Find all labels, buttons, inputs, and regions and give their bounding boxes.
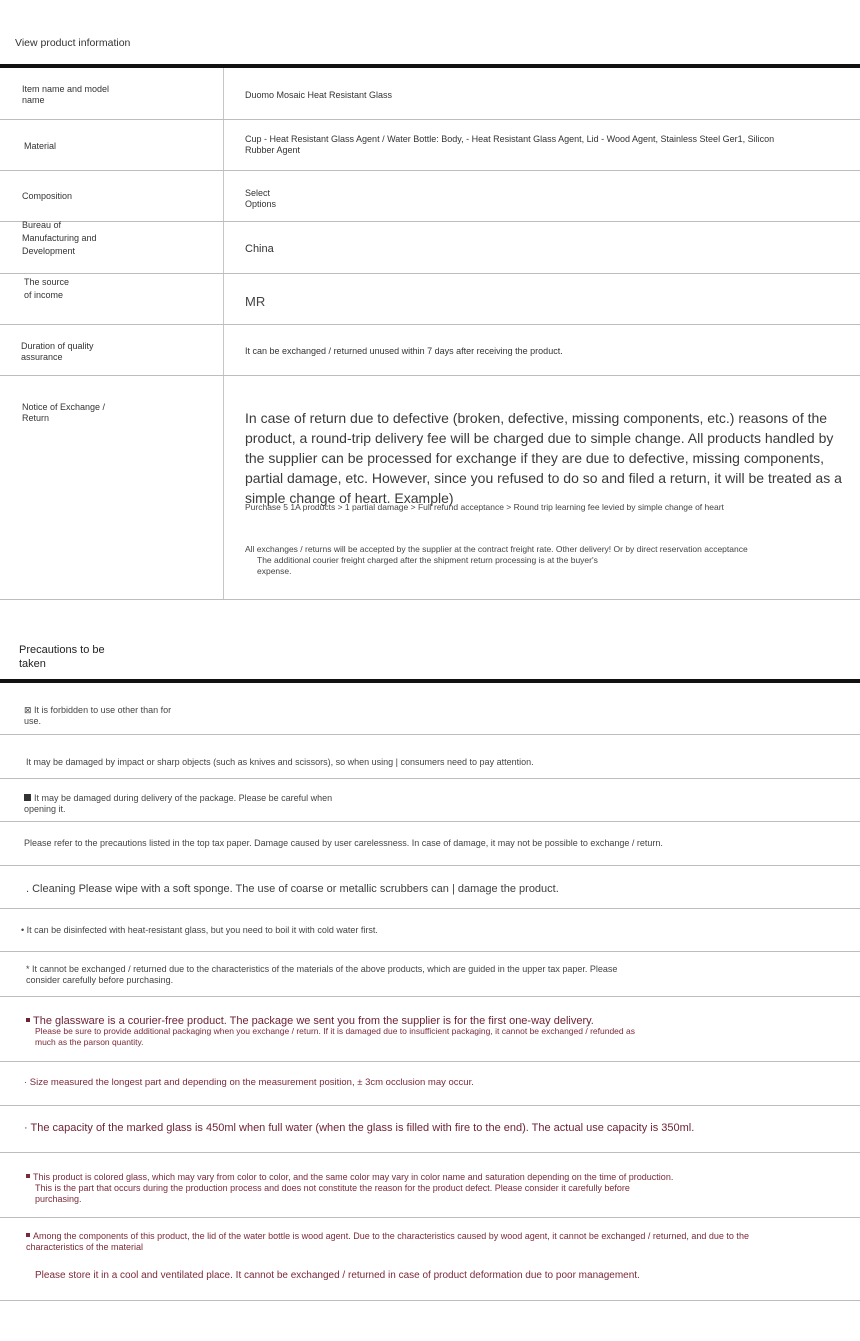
product-info-heading: View product information	[15, 37, 131, 49]
precaution-item: • It can be disinfected with heat-resistant glass, but you need to boil it with cold water first.	[21, 925, 378, 935]
precaution-subtext: This is the part that occurs during the production process and does not constitute the reason for the product defect. Please consider it carefully before purchasing.	[35, 1183, 630, 1204]
label-material: Material	[24, 141, 57, 151]
precaution-subtext: Please be sure to provide additional packaging when you exchange / return. If it is damaged due to insufficient packaging, it cannot be exchanged / refunded as much as the parson quantity.	[35, 1026, 635, 1047]
precaution-item: · The capacity of the marked glass is 450ml when full water (when the glass is filled with fire to the end). The actual use capacity is 350ml.	[24, 1122, 695, 1134]
label-source-of-income: The source of income	[24, 277, 70, 300]
row-divider	[0, 375, 860, 376]
square-bullet-icon	[24, 794, 31, 801]
label-exchange-notice: Notice of Exchange / Return	[22, 402, 106, 423]
precautions-heading: Precautions to be taken	[19, 644, 105, 670]
row-divider	[0, 170, 860, 171]
row-divider	[0, 599, 860, 600]
precaution-text: The glassware is a courier-free product. The package we sent you from the supplier is for the first one-way delivery.	[33, 1015, 594, 1027]
row-divider	[0, 221, 860, 222]
precaution-item: * It cannot be exchanged / returned due to the characteristics of the materials of the above products, which are guided in the upper tax paper. Please consider carefully before purchasing.	[26, 964, 618, 985]
exchange-notice-freight: All exchanges / returns will be accepted by the supplier at the contract freight rate. Other delivery! Or by direct reservation acceptance	[245, 544, 748, 554]
row-divider	[0, 865, 860, 866]
value-quality-assurance: It can be exchanged / returned unused within 7 days after receiving the product.	[245, 346, 563, 356]
bullet-icon	[26, 1018, 30, 1022]
precaution-subtext: Please store it in a cool and ventilated place. It cannot be exchanged / returned in case of product deformation due to poor management.	[35, 1270, 640, 1281]
row-divider	[0, 324, 860, 325]
exchange-notice-main: In case of return due to defective (broken, defective, missing components, etc.) reasons of the product, a round-trip delivery fee will be charged due to simple change. All products handled by the supplier can be processed for exchange if they are due to defective, missing components, partial damage, etc. However, since you refused to do so and filed a return, it will be treated as a simple change of heart. Example)	[245, 410, 842, 506]
precaution-text: Among the components of this product, the lid of the water bottle is wood agent. Due to the characteristics caused by wood agent, it cannot be exchanged / returned, and due to the characteristics of the material	[26, 1231, 749, 1252]
value-item-name: Duomo Mosaic Heat Resistant Glass	[245, 90, 393, 100]
row-divider	[0, 1061, 860, 1062]
row-divider	[0, 1152, 860, 1153]
value-manufacturing: China	[245, 243, 274, 255]
heading-rule	[0, 679, 860, 683]
value-composition: Select Options	[245, 188, 277, 209]
precaution-item: It may be damaged by impact or sharp objects (such as knives and scissors), so when using | consumers need to pay attention.	[26, 757, 534, 767]
row-divider	[0, 821, 860, 822]
precaution-item	[26, 1172, 726, 1183]
row-divider	[0, 734, 860, 735]
column-divider	[223, 68, 224, 599]
row-divider	[0, 273, 860, 274]
value-source-of-income: MR	[245, 294, 266, 309]
bullet-icon	[26, 1233, 30, 1237]
precaution-text: This product is colored glass, which may vary from color to color, and the same color may vary in color name and saturation depending on the time of production.	[33, 1172, 674, 1182]
bullet-icon	[26, 1174, 30, 1178]
row-divider	[0, 1105, 860, 1106]
precaution-text: It may be damaged during delivery of the package. Please be careful when opening it.	[24, 793, 333, 814]
value-material: Cup - Heat Resistant Glass Agent / Water Bottle: Body, - Heat Resistant Glass Agent, Lid - Wood Agent, Stainless Steel Ger1, Silicon Rubber Agent	[245, 134, 775, 155]
row-divider	[0, 1217, 860, 1218]
row-divider	[0, 778, 860, 779]
exchange-notice-example: Purchase 5 1A products > 1 partial damage > Full refund acceptance > Round trip learning fee levied by simple change of heart	[245, 502, 724, 512]
precaution-item	[24, 793, 364, 815]
row-divider	[0, 951, 860, 952]
row-divider	[0, 119, 860, 120]
exchange-notice-freight-2: The additional courier freight charged after the shipment return processing is at the buyer's expense.	[257, 555, 598, 576]
label-quality-assurance: Duration of quality assurance	[21, 341, 94, 362]
precaution-item	[26, 1231, 766, 1253]
precaution-item: · Size measured the longest part and depending on the measurement position, ± 3cm occlusion may occur.	[24, 1077, 474, 1088]
label-manufacturing: Bureau of Manufacturing and Development	[22, 220, 97, 256]
label-composition: Composition	[22, 191, 73, 201]
precaution-item: . Cleaning Please wipe with a soft sponge. The use of coarse or metallic scrubbers can | damage the product.	[26, 883, 559, 895]
precaution-item: ⊠ It is forbidden to use other than for use.	[24, 705, 172, 726]
label-item-name: Item name and model name	[22, 84, 110, 105]
row-divider	[0, 996, 860, 997]
heading-rule	[0, 64, 860, 68]
row-divider	[0, 1300, 860, 1301]
precaution-item: Please refer to the precautions listed in the top tax paper. Damage caused by user carelessness. In case of damage, it may not be possible to exchange / return.	[24, 838, 663, 848]
row-divider	[0, 908, 860, 909]
